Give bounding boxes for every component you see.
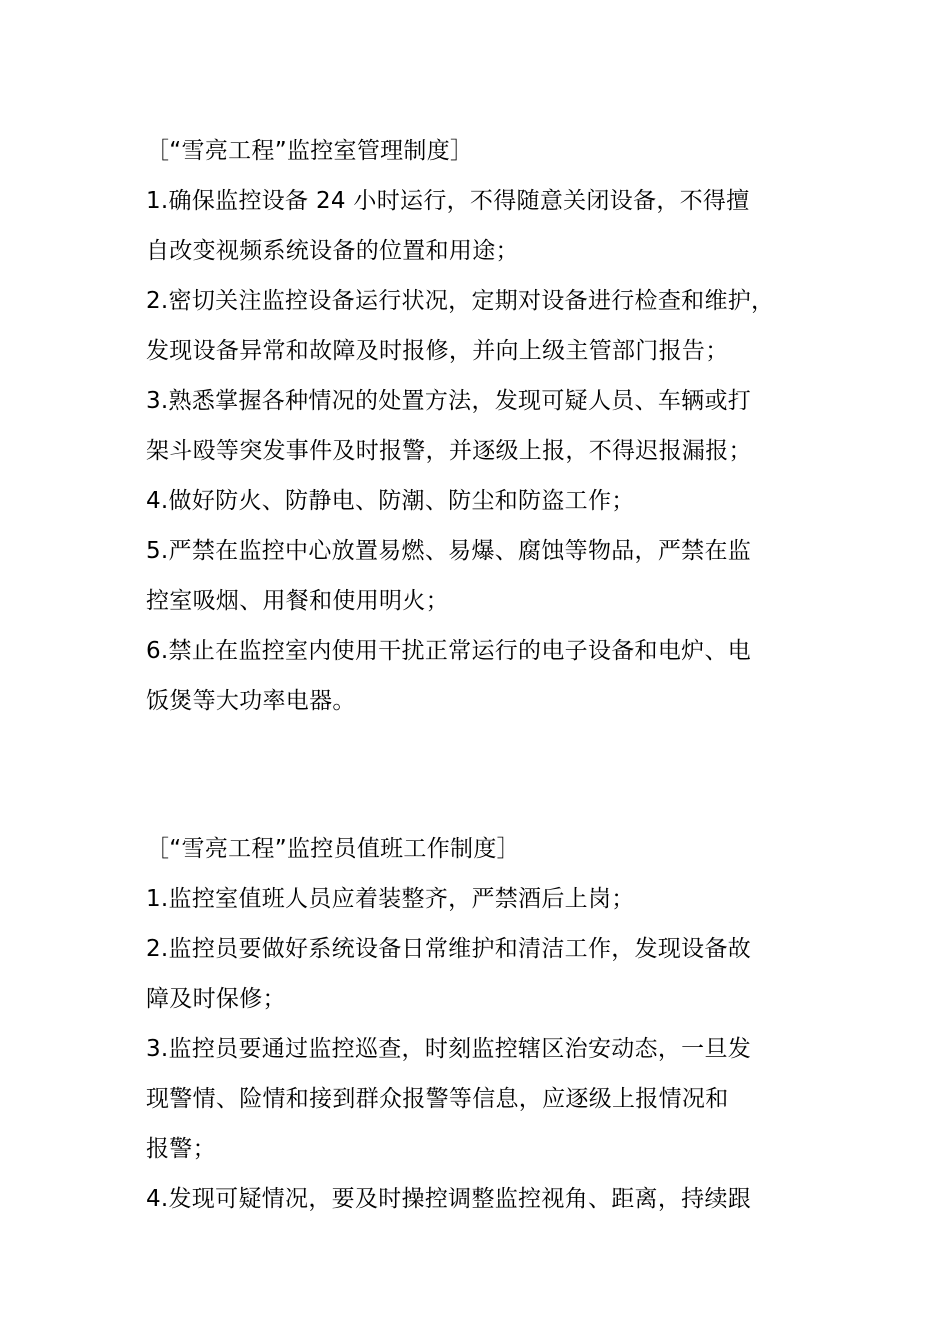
section-heading: ［“雪亮工程”监控员值班工作制度］ bbox=[146, 836, 520, 862]
rule-line: 6.禁止在监控室内使用干扰正常运行的电子设备和电炉、电 bbox=[146, 638, 752, 664]
monitor-duty-rules-section bbox=[146, 824, 836, 1224]
rule-line: 架斗殴等突发事件及时报警，并逐级上报，不得迟报漏报； bbox=[146, 438, 752, 464]
rule-line: 自改变视频系统设备的位置和用途； bbox=[146, 238, 519, 264]
rule-line: 报警； bbox=[146, 1136, 216, 1162]
rule-line: 2.密切关注监控设备运行状况，定期对设备进行检查和维护， bbox=[146, 288, 775, 314]
rule-line: 3.监控员要通过监控巡查，时刻监控辖区治安动态，一旦发 bbox=[146, 1036, 752, 1062]
rule-line: 5.严禁在监控中心放置易燃、易爆、腐蚀等物品，严禁在监 bbox=[146, 538, 752, 564]
rule-line: 饭煲等大功率电器。 bbox=[146, 688, 356, 714]
rule-line: 4.发现可疑情况，要及时操控调整监控视角、距离，持续跟 bbox=[146, 1186, 752, 1212]
rule-line: 障及时保修； bbox=[146, 986, 286, 1012]
rule-line: 1.确保监控设备 24 小时运行，不得随意关闭设备，不得擅 bbox=[146, 188, 750, 214]
rule-line: 2.监控员要做好系统设备日常维护和清洁工作，发现设备故 bbox=[146, 936, 752, 962]
section-heading: ［“雪亮工程”监控室管理制度］ bbox=[146, 138, 474, 164]
rule-line: 1.监控室值班人员应着装整齐，严禁酒后上岗； bbox=[146, 886, 635, 912]
monitoring-room-rules-section bbox=[146, 126, 836, 726]
rule-line: 4.做好防火、防静电、防潮、防尘和防盗工作； bbox=[146, 488, 635, 514]
rule-line: 3.熟悉掌握各种情况的处置方法，发现可疑人员、车辆或打 bbox=[146, 388, 752, 414]
rule-line: 控室吸烟、用餐和使用明火； bbox=[146, 588, 449, 614]
rule-line: 发现设备异常和故障及时报修，并向上级主管部门报告； bbox=[146, 338, 729, 364]
rule-line: 现警情、险情和接到群众报警等信息，应逐级上报情况和 bbox=[146, 1086, 729, 1112]
